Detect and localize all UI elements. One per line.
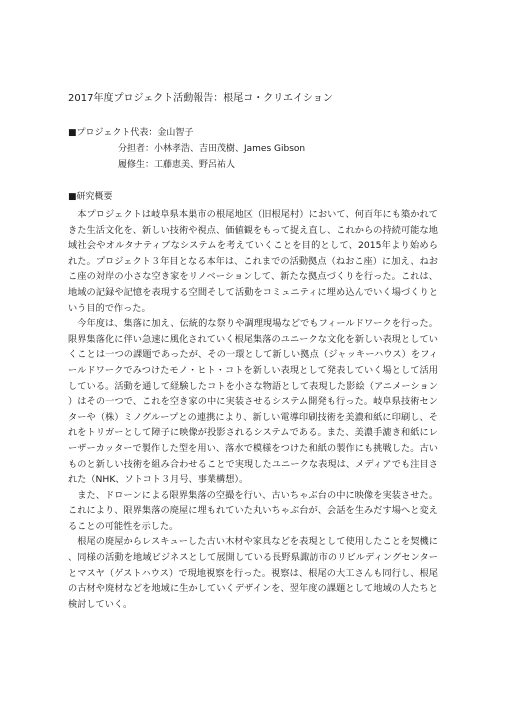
participating-students: 履修生：工藤恵美、野呂祐人 [118,160,236,170]
paragraph: 根尾の廃屋からレスキューした古い木材や家具などを表現として使用したことを契機に、同様の活動を地域ビジネスとして展開している長野県諏訪市のリビルディングセンターとマスヤ（ゲストハウス）で現地視察を行った。視察は、根尾の大工さんも同行し、根尾の古材や廃材などを地域に生かしていくデザインを、翌年度の課題として地域の人たちと検討していく。 [68,536,438,610]
paragraph: 本プロジェクトは岐阜県本巣市の根尾地区（旧根尾村）において、何百年にも築かれてきた生活文化を、新しい技術や視点、価値観をもって捉え直し、これからの持続可能な地域社会やオルタナティブなシステムを考えていくことを目的として、2015年より始められた。プロジェクト３年目となる本年は、これまでの活動拠点（ねおこ座）に加え、ねおこ座の対岸の小さな空き家をリノベーションして、新たな拠点づくりを行った。これは、地域の記録や記憶を表現する空間そして活動をコミュニティに埋め込んでいく場づくりという目的で作った。 [68,209,439,314]
project-members [68,125,305,173]
co-investigators: 分担者：小林孝浩、吉田茂樹、James Gibson [118,144,306,154]
paragraph: 今年度は、集落に加え、伝統的な祭りや調理現場などでもフィールドワークを行った。限界集落化に伴い急速に風化されていく根尾集落のユニークな文化を新しい表現としていくことは一つの課題であったが、その一環として新しい拠点（ジャッキーハウス）をフィールドワークでみつけたモノ・ヒト・コトを新しい表現として発表していく場として活用している。活動を通して経験したコトを小さな物語として表現した影絵（アニメーション）はその一つで、これを空き家の中に実装させるシステム開発も行った。岐阜県技術センターや（株）ミノグループとの連携により、新しい電導印刷技術を美濃和紙に印刷し、それをトリガーとして障子に映像が投影されるシステムである。また、美濃手漉き和紙にレーザーカッターで製作した型を用い、落水で模様をつけた和紙の製作にも挑戦した。古いものと新しい技術を組み合わせることで実現したユニークな表現は、メディアでも注目された（NHK、ソトコト３月号、事業構想）。 [68,318,438,486]
project-representative: ■プロジェクト代表：金山智子 [68,128,194,138]
paragraph: また、ドローンによる限界集落の空撮を行い、古いちゃぶ台の中に映像を実装させた。これにより、限界集落の廃屋に埋もれていた丸いちゃぶ台が、会話を生みだす場へと変えることの可能性を示した。 [68,489,438,532]
document-title: 2017年度プロジェクト活動報告：根尾コ・クリエイション [68,93,333,104]
research-summary [68,207,438,612]
section-heading: ■研究概要 [68,192,113,202]
